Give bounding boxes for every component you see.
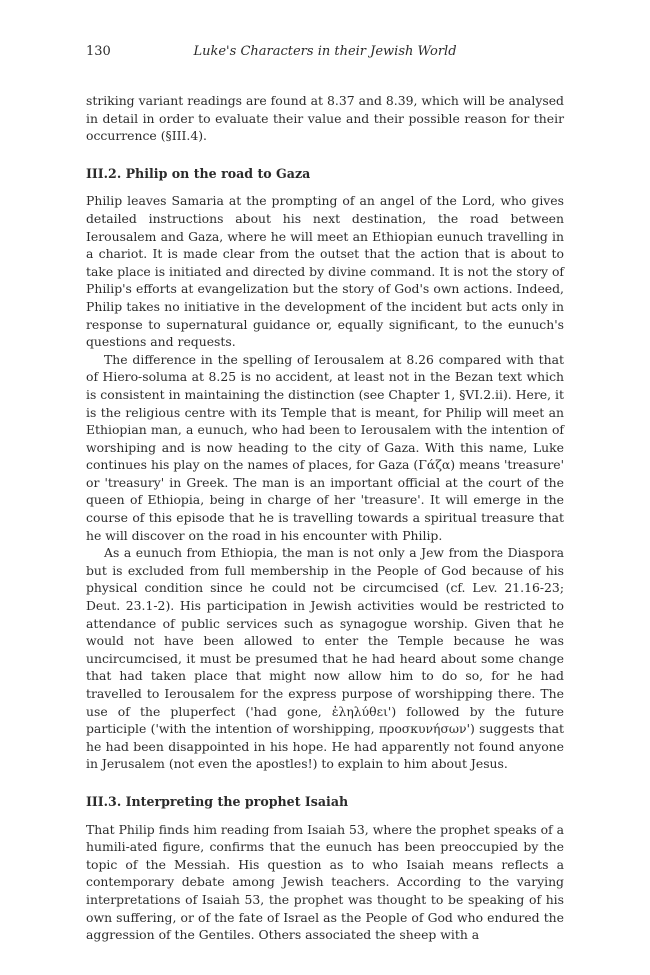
continuation-paragraph: striking variant readings are found at 8.37 and 8.39, which will be analysed in detail in order to evaluate their value and their possible reason for their occurrence (§III.4). [86, 93, 564, 144]
paragraph: That Philip finds him reading from Isaiah 53, where the prophet speaks of a humili-ated figure, confirms that the eunuch has been preoccupied by the topic of the Messiah. His question as to who Isaiah means reflects a contemporary debate among Jewish teachers. According to the varying interpretations of Isaiah 53, the prophet was thought to be speaking of his own suffering, or of the fate of Israel as the People of God who endured the aggression of the Gentiles. Others associated the sheep with a [86, 821, 564, 943]
running-head [86, 44, 564, 64]
running-title: Luke's Characters in their Jewish World [193, 44, 457, 59]
paragraph: As a eunuch from Ethiopia, the man is not only a Jew from the Diaspora but is excluded from full membership in the People of God because of his physical condition since he could not be circumcised (cf. Lev. 21.16-23; Deut. 23.1-2). His participation in Jewish activities would be restricted to attendance of public services such as synagogue worship. Given that he would not have been allowed to enter the Temple because he was uncircumcised, it must be presumed that he had heard about some change that had taken place that might now allow him to do so, for he had travelled to Ierousalem for the express purpose of worshipping there. The use of the pluperfect ('had gone, ἐληλύθει') followed by the future participle ('with the intention of worshipping, προσκυνήσων') suggests that he had been disappointed in his hope. He had apparently not found anyone in Jerusalem (not even the apostles!) to explain to him about Jesus. [86, 545, 564, 772]
section-heading: III.2. Philip on the road to Gaza [86, 165, 311, 181]
body-text [86, 92, 564, 944]
paragraph: The difference in the spelling of Ierousalem at 8.26 compared with that of Hiero-soluma at 8.25 is no accident, at least not in the Bezan text which is consistent in maintaining the distinction (see Chapter 1, §VI.2.ii). Here, it is the religious centre with its Temple that is meant, for Philip will meet an Ethiopian man, a eunuch, who had been to Ierousalem with the intention of worshiping and is now heading to the city of Gaza. With this name, Luke continues his play on the names of places, for Gaza (Γάζα) means 'treasure' or 'treasury' in Greek. The man is an important official at the court of the queen of Ethiopia, being in charge of her 'treasure'. It will emerge in the course of this episode that he is travelling towards a spiritual treasure that he will discover on the road in his encounter with Philip. [86, 351, 564, 543]
paragraph: Philip leaves Samaria at the prompting of an angel of the Lord, who gives detailed instructions about his next destination, the road between Ierousalem and Gaza, where he will meet an Ethiopian eunuch travelling in a chariot. It is made clear from the outset that the action that is about to take place is initiated and directed by divine command. It is not the story of Philip's efforts at evangelization but the story of God's own actions. Indeed, Philip takes no initiative in the development of the incident but acts only in response to supernatural guidance or, equally significant, to the eunuch's questions and requests. [86, 193, 564, 350]
section-heading: III.3. Interpreting the prophet Isaiah [86, 793, 349, 809]
page-number: 130 [86, 44, 111, 59]
